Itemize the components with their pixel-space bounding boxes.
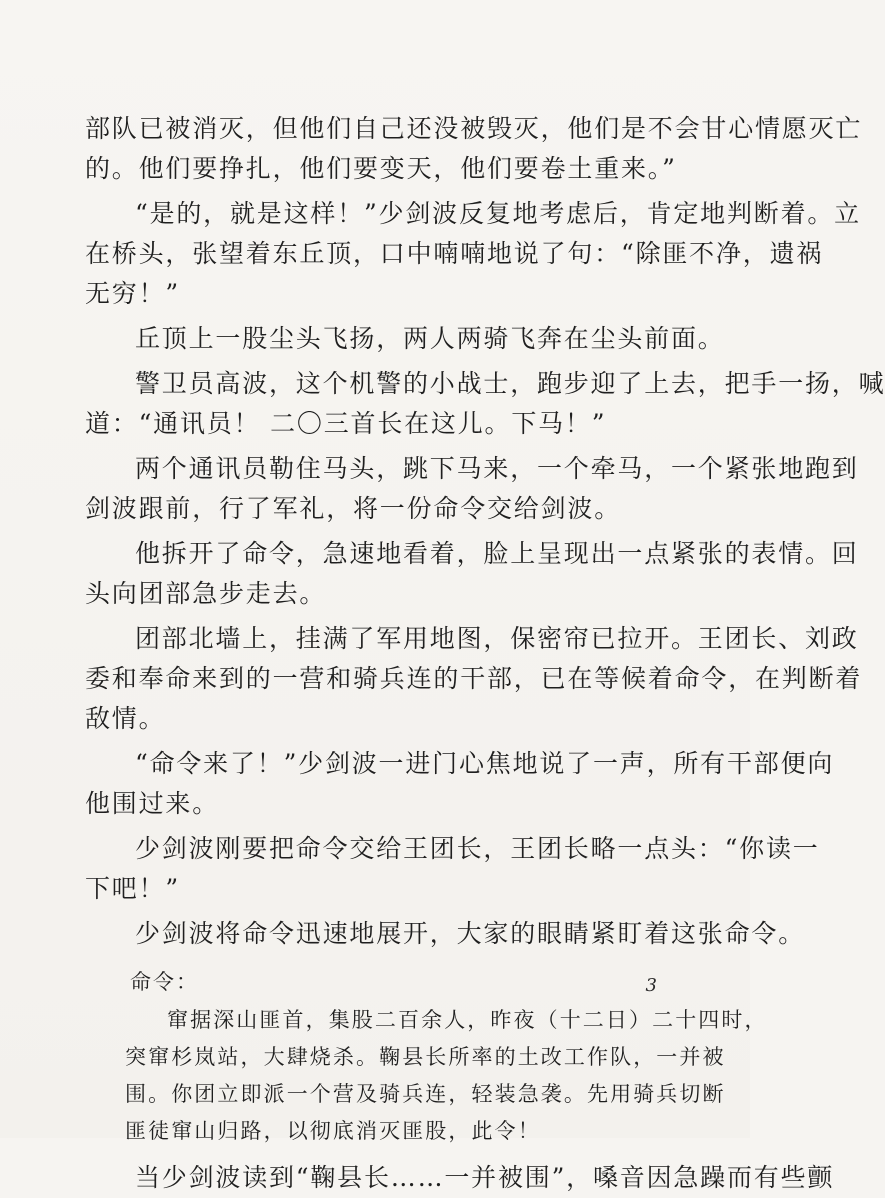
order-line: 围。你团立即派一个营及骑兵连，轻装急袭。先用骑兵切断 [125,1082,726,1106]
page-body [85,109,885,1198]
paragraph-3 [85,319,725,359]
text-line: 敌情。 [85,704,166,733]
text-line: 在桥头，张望着东丘顶，口中喃喃地说了句：“除匪不净，遗祸 [85,239,824,268]
paragraph-5 [85,449,859,529]
paragraph-2 [85,194,861,314]
text-line: 他围过来。 [85,789,220,818]
text-line: 剑波跟前，行了军礼，将一份命令交给剑波。 [85,494,622,523]
text-line: 丘顶上一股尘头飞扬，两人两骑飞奔在尘头前面。 [135,324,725,353]
text-line: 少剑波将命令迅速地展开，大家的眼睛紧盯着这张命令。 [135,919,806,948]
order-line: 匪徒窜山归路，以彻底消灭匪股，此令！ [125,1119,541,1143]
paragraph-7 [85,619,863,739]
paragraph-9 [85,829,820,909]
text-line: 的。他们要挣扎，他们要变天，他们要卷土重来。” [85,154,677,183]
paragraph-1 [85,109,863,189]
text-line: 道：“通讯员！ 二〇三首长在这儿。下马！” [85,409,607,438]
text-line: 部队已被消灭，但他们自己还没被毁灭，他们是不会甘心情愿灭亡 [85,114,863,143]
order-text [125,1002,768,1150]
text-line: 警卫员高波，这个机警的小战士，跑步迎了上去，把手一扬，喊 [135,369,885,398]
order-heading: 命令： [130,970,199,994]
paragraph-11 [85,1158,835,1198]
text-line: “命令来了！”少剑波一进门心焦地说了一声，所有干部便向 [135,749,835,778]
text-line: 当少剑波读到“鞠县长……一并被围”，嗓音因急躁而有些颤 [135,1163,835,1192]
paragraph-6 [85,534,859,614]
text-line: 他拆开了命令，急速地看着，脸上呈现出一点紧张的表情。回 [135,539,859,568]
text-line: 无穷！” [85,279,180,308]
order-line: 突窜杉岚站，大肆烧杀。鞠县长所率的土改工作队，一并被 [125,1045,726,1069]
text-line: 委和奉命来到的一营和骑兵连的干部，已在等候着命令，在判断着 [85,664,863,693]
text-line: 团部北墙上，挂满了军用地图，保密帘已拉开。王团长、刘政 [135,624,859,653]
text-line: 两个通讯员勒住马头，跳下马来，一个牵马，一个紧张地跑到 [135,454,859,483]
paragraph-4 [85,364,885,444]
page-number: 3 [645,975,657,996]
text-line: “是的，就是这样！”少剑波反复地考虑后，肯定地判断着。立 [135,199,861,228]
text-line: 下吧！” [85,874,180,903]
text-line: 少剑波刚要把命令交给王团长，王团长略一点头：“你读一 [135,834,820,863]
order-line: 窜据深山匪首，集股二百余人，昨夜（十二日）二十四时， [167,1008,768,1032]
paragraph-10 [85,914,806,954]
paragraph-8 [85,744,835,824]
text-line: 头向团部急步走去。 [85,579,327,608]
